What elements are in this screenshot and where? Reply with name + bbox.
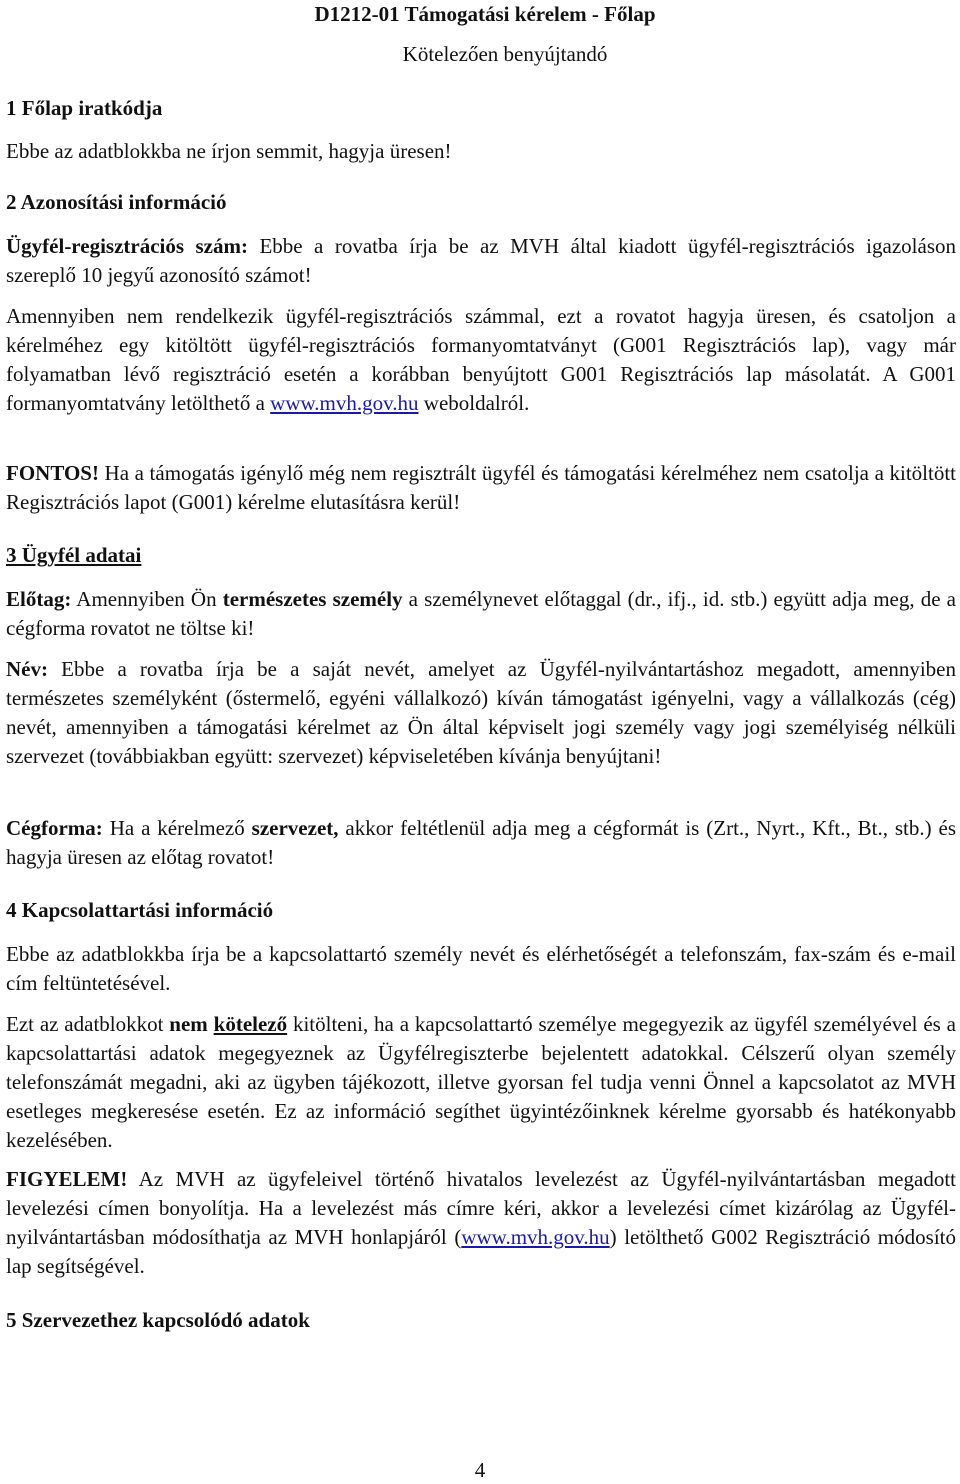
mandatory-emphasis: kötelező xyxy=(213,1012,288,1036)
section-3-paragraph-3 xyxy=(6,814,956,872)
company-form-text-b: akkor feltétlenül adja meg a cégformát is (Zrt., Nyrt., Kft., Bt., stb.) és hagyja üresen az előtag rovatot! xyxy=(6,816,956,869)
section-2-heading: 2 Azonosítási információ xyxy=(6,190,227,214)
section-5-heading: 5 Szervezethez kapcsolódó adatok xyxy=(6,1308,310,1332)
important-label: FONTOS! xyxy=(6,461,99,485)
client-reg-number-text: Ebbe a rovatba írja be az MVH által kiadott ügyfél-regisztrációs igazoláson szereplő 10 jegyű azonosító számot! xyxy=(6,234,956,287)
registration-info-text: Amennyiben nem rendelkezik ügyfél-regisztrációs számmal, ezt a rovatot hagyja üresen, és csatoljon a kérelméhez egy kitöltött ügyfél-regisztrációs formanyomtatványt (G001 Regisztrációs lap), vagy már folyamatban lévő regisztráció esetén a korábban benyújtott G001 Regisztrációs lap másolatát. A G001 formanyomtatvány letölthető a xyxy=(6,304,956,415)
section-4-heading: 4 Kapcsolattartási információ xyxy=(6,898,274,922)
section-2-paragraph-1 xyxy=(6,232,956,290)
natural-person-emphasis: természetes személy xyxy=(222,587,403,611)
optional-text-a: Ezt az adatblokkot xyxy=(6,1012,170,1036)
not-mandatory-emphasis: nem xyxy=(169,1012,214,1036)
company-form-text-a: Ha a kérelmező xyxy=(102,816,252,840)
page-number: 4 xyxy=(474,1458,486,1482)
optional-text-b: kitölteni, ha a kapcsolattartó személye megegyezik az ügyfél személyével és a kapcsolattartási adatok megegyeznek az Ügyfélregiszterbe bejelentett adatokkal. Célszerű olyan személy telefonszámát megadni, aki az ügyben tájékozott, illetve gyorsan fel tudja venni Önnel a kapcsolatot az MVH esetleges megkeresése esetén. Ez az információ segíthet ügyintézőinknek kérelme gyorsabb és hatékonyabb kezelésében. xyxy=(6,1012,956,1152)
registration-info-tail: weboldalról. xyxy=(418,391,530,415)
client-reg-number-label: Ügyfél-regisztrációs szám: xyxy=(6,234,248,258)
attention-text-a: Az MVH az ügyfeleivel történő hivatalos levelezést az Ügyfél-nyilvántartásban megadott levelezési címen bonyolítja. Ha a levelezést más címre kéri, akkor a levelezési címet kizárólag az Ügyfél-nyilvántartásban módosíthatja az MVH honlapjáról ( xyxy=(6,1167,956,1249)
section-3-heading: 3 Ügyfél adatai xyxy=(6,543,142,567)
mvh-homepage-link[interactable]: www.mvh.gov.hu xyxy=(461,1225,610,1249)
company-form-label: Cégforma: xyxy=(6,816,103,840)
document-subtitle: Kötelezően benyújtandó xyxy=(402,42,608,66)
name-label: Név: xyxy=(6,657,48,681)
section-2-paragraph-2 xyxy=(6,302,956,418)
prefix-text-b: a személynevet előtaggal (dr., ifj., id. stb.) együtt adja meg, de a cégforma rovatot ne töltse ki! xyxy=(6,587,956,640)
prefix-label: Előtag: xyxy=(6,587,72,611)
attention-text-b: ) letölthető G002 Regisztráció módosító lap segítségével. xyxy=(6,1225,956,1278)
organization-emphasis: szervezet, xyxy=(251,816,339,840)
section-2-paragraph-3 xyxy=(6,459,956,517)
section-3-paragraph-2 xyxy=(6,655,956,771)
name-text: Ebbe a rovatba írja be a saját nevét, amelyet az Ügyfél-nyilvántartáshoz megadott, amennyiben természetes személyként (őstermelő, egyéni vállalkozó) kíván támogatást igényelni, vagy a vállalkozás (cég) nevét, amennyiben a támogatási kérelmet az Ön által képviselt jogi személy vagy jogi személyiség nélküli szervezet (továbbiakban együtt: szervezet) képviseletében kívánja benyújtani! xyxy=(6,657,956,768)
section-1-text: Ebbe az adatblokkba ne írjon semmit, hagyja üresen! xyxy=(6,139,452,163)
section-4-paragraph-3 xyxy=(6,1165,956,1281)
important-text: Ha a támogatás igénylő még nem regisztrált ügyfél és támogatási kérelméhez nem csatolja a kitöltött Regisztrációs lapot (G001) kérelme elutasításra kerül! xyxy=(6,461,956,514)
section-4-paragraph-2 xyxy=(6,1010,956,1155)
section-1-heading: 1 Főlap iratkódja xyxy=(6,96,163,120)
section-3-paragraph-1 xyxy=(6,585,956,643)
mvh-website-link[interactable]: www.mvh.gov.hu xyxy=(270,391,419,415)
prefix-text-a: Amennyiben Ön xyxy=(71,587,223,611)
attention-label: FIGYELEM! xyxy=(6,1167,128,1191)
section-4-paragraph-1: Ebbe az adatblokkba írja be a kapcsolattartó személy nevét és elérhetőségét a telefonszám, fax-szám és e-mail cím feltüntetésével. xyxy=(6,942,956,995)
document-title: D1212-01 Támogatási kérelem - Főlap xyxy=(314,2,656,26)
